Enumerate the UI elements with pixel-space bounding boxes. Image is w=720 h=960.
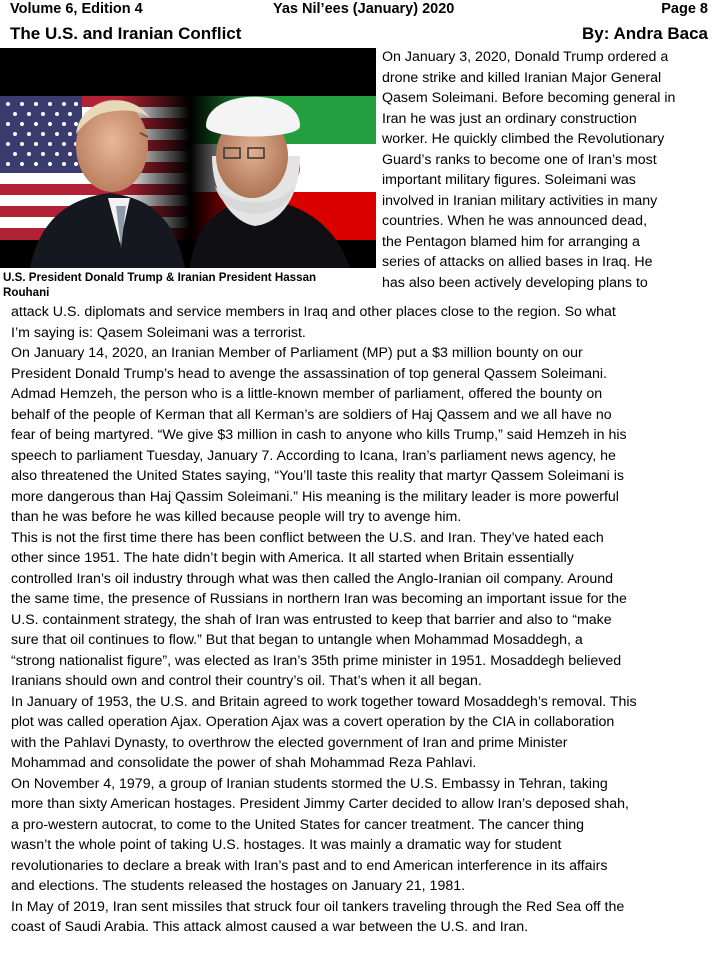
text-line: Qasem Soleimani. Before becoming general in: [382, 90, 676, 106]
text-line: Mohammad and consolidate the power of shah Mohammad Reza Pahlavi.: [11, 755, 477, 771]
text-line: plot was called operation Ajax. Operation Ajax was a covert operation by the CIA in collaboration: [11, 714, 615, 730]
text-line: the same time, the presence of Russians in northern Iran was becoming an important issue for the: [11, 591, 627, 607]
text-line: fear of being martyred. “We give $3 million in cash to anyone who kills Trump,” said Hemzeh in his: [11, 427, 627, 443]
article-column: [382, 47, 714, 293]
text-line: behalf of the people of Kerman that all Kerman’s are soldiers of Haj Qassem and we all have no: [11, 406, 612, 423]
text-line: a pro-western autocrat, to come to the United States for cancer treatment. The cancer thing: [11, 816, 585, 833]
edition-label: Volume 6, Edition 4: [10, 1, 143, 17]
text-line: involved in Iranian military activities in many: [382, 192, 658, 209]
text-line: Admad Hemzeh, the person who is a little-known member of parliament, offered the bounty on: [11, 386, 603, 402]
article-body: [11, 302, 715, 938]
text-line: wasn’t the whole point of taking U.S. hostages. It was mainly a dramatic way for student: [11, 837, 562, 853]
text-line: countries. When he was announced dead,: [382, 213, 648, 229]
text-line: worker. He quickly climbed the Revolutionary: [382, 131, 665, 147]
leaders-photo: [0, 48, 376, 268]
text-line: Iran he was just an ordinary construction: [382, 110, 637, 127]
text-line: also threatened the United States saying, “You’ll taste this reality that martyr Qassem Soleimani is: [11, 468, 624, 484]
text-line: more than sixty American hostages. President Jimmy Carter decided to allow Iran’s deposed shah,: [11, 796, 629, 812]
text-line: President Donald Trump’s head to avenge the assassination of top general Qassem Soleimani.: [11, 365, 607, 382]
text-line: the Pentagon blamed him for arranging a: [382, 233, 640, 250]
text-line: U.S. containment strategy, the shah of Iran was entrusted to keep that barrier and also to “make: [11, 611, 612, 628]
page-number: Page 8: [661, 1, 708, 17]
caption-line: Rouhani: [3, 286, 50, 299]
text-line: On November 4, 1979, a group of Iranian students stormed the U.S. Embassy in Tehran, taking: [11, 775, 608, 792]
text-line: has also been actively developing plans to: [382, 274, 648, 291]
text-line: attack U.S. diplomats and service members in Iraq and other places close to the region. So what: [11, 304, 616, 320]
text-line: On January 14, 2020, an Iranian Member of Parliament (MP) put a $3 million bounty on our: [11, 345, 583, 361]
article-title: The U.S. and Iranian Conflict: [10, 24, 242, 43]
text-line: revolutionaries to declare a break with Iran’s past and to end American interference in its affairs: [11, 857, 608, 874]
text-line: speech to parliament Tuesday, January 7. According to Icana, Iran’s parliament news agency, he: [11, 447, 616, 464]
byline: By: Andra Baca: [582, 24, 708, 43]
text-line: than he was before he was killed because people will try to avenge him.: [11, 509, 462, 525]
text-line: On January 3, 2020, Donald Trump ordered a: [382, 49, 669, 65]
text-line: Guard’s ranks to become one of Iran’s most: [382, 151, 657, 168]
text-line: coast of Saudi Arabia. This attack almost caused a war between the U.S. and Iran.: [11, 919, 529, 935]
text-line: I’m saying is: Qasem Soleimani was a terrorist.: [11, 324, 306, 341]
text-line: This is not the first time there has been conflict between the U.S. and Iran. They’ve hated each: [11, 529, 604, 546]
text-line: drone strike and killed Iranian Major General: [382, 69, 662, 86]
caption-line: U.S. President Donald Trump & Iranian President Hassan: [3, 271, 317, 284]
text-line: sure that oil continues to flow.” But that began to untangle when Mohammad Mosaddegh, a: [11, 632, 583, 648]
photo-caption: [3, 270, 375, 300]
text-line: Iranians should own and control their country’s oil. That’s when it all began.: [11, 673, 482, 689]
text-line: more dangerous than Haj Qassim Soleimani.” His meaning is the military leader is more powerful: [11, 488, 619, 505]
issue-label: Yas Nil’ees (January) 2020: [273, 1, 455, 17]
text-line: In May of 2019, Iran sent missiles that struck four oil tankers traveling through the Red Sea off the: [11, 898, 625, 915]
text-line: other since 1951. The hate didn’t begin with America. It all started when Britain essentially: [11, 550, 574, 566]
text-line: controlled Iran’s oil industry through what was then called the Anglo-Iranian oil company. Around: [11, 570, 614, 587]
text-line: In January of 1953, the U.S. and Britain agreed to work together toward Mosaddegh’s removal. This: [11, 693, 637, 710]
text-line: with the Pahlavi Dynasty, to overthrow the elected government of Iran and prime Minister: [11, 734, 568, 751]
text-line: series of attacks on allied bases in Iraq. He: [382, 254, 653, 270]
text-line: “strong nationalist figure”, was elected as Iran’s 35th prime minister in 1951. Mosaddegh believed: [11, 652, 622, 669]
text-line: important military figures. Soleimani was: [382, 172, 636, 188]
text-line: and elections. The students released the hostages on January 21, 1981.: [11, 878, 466, 894]
